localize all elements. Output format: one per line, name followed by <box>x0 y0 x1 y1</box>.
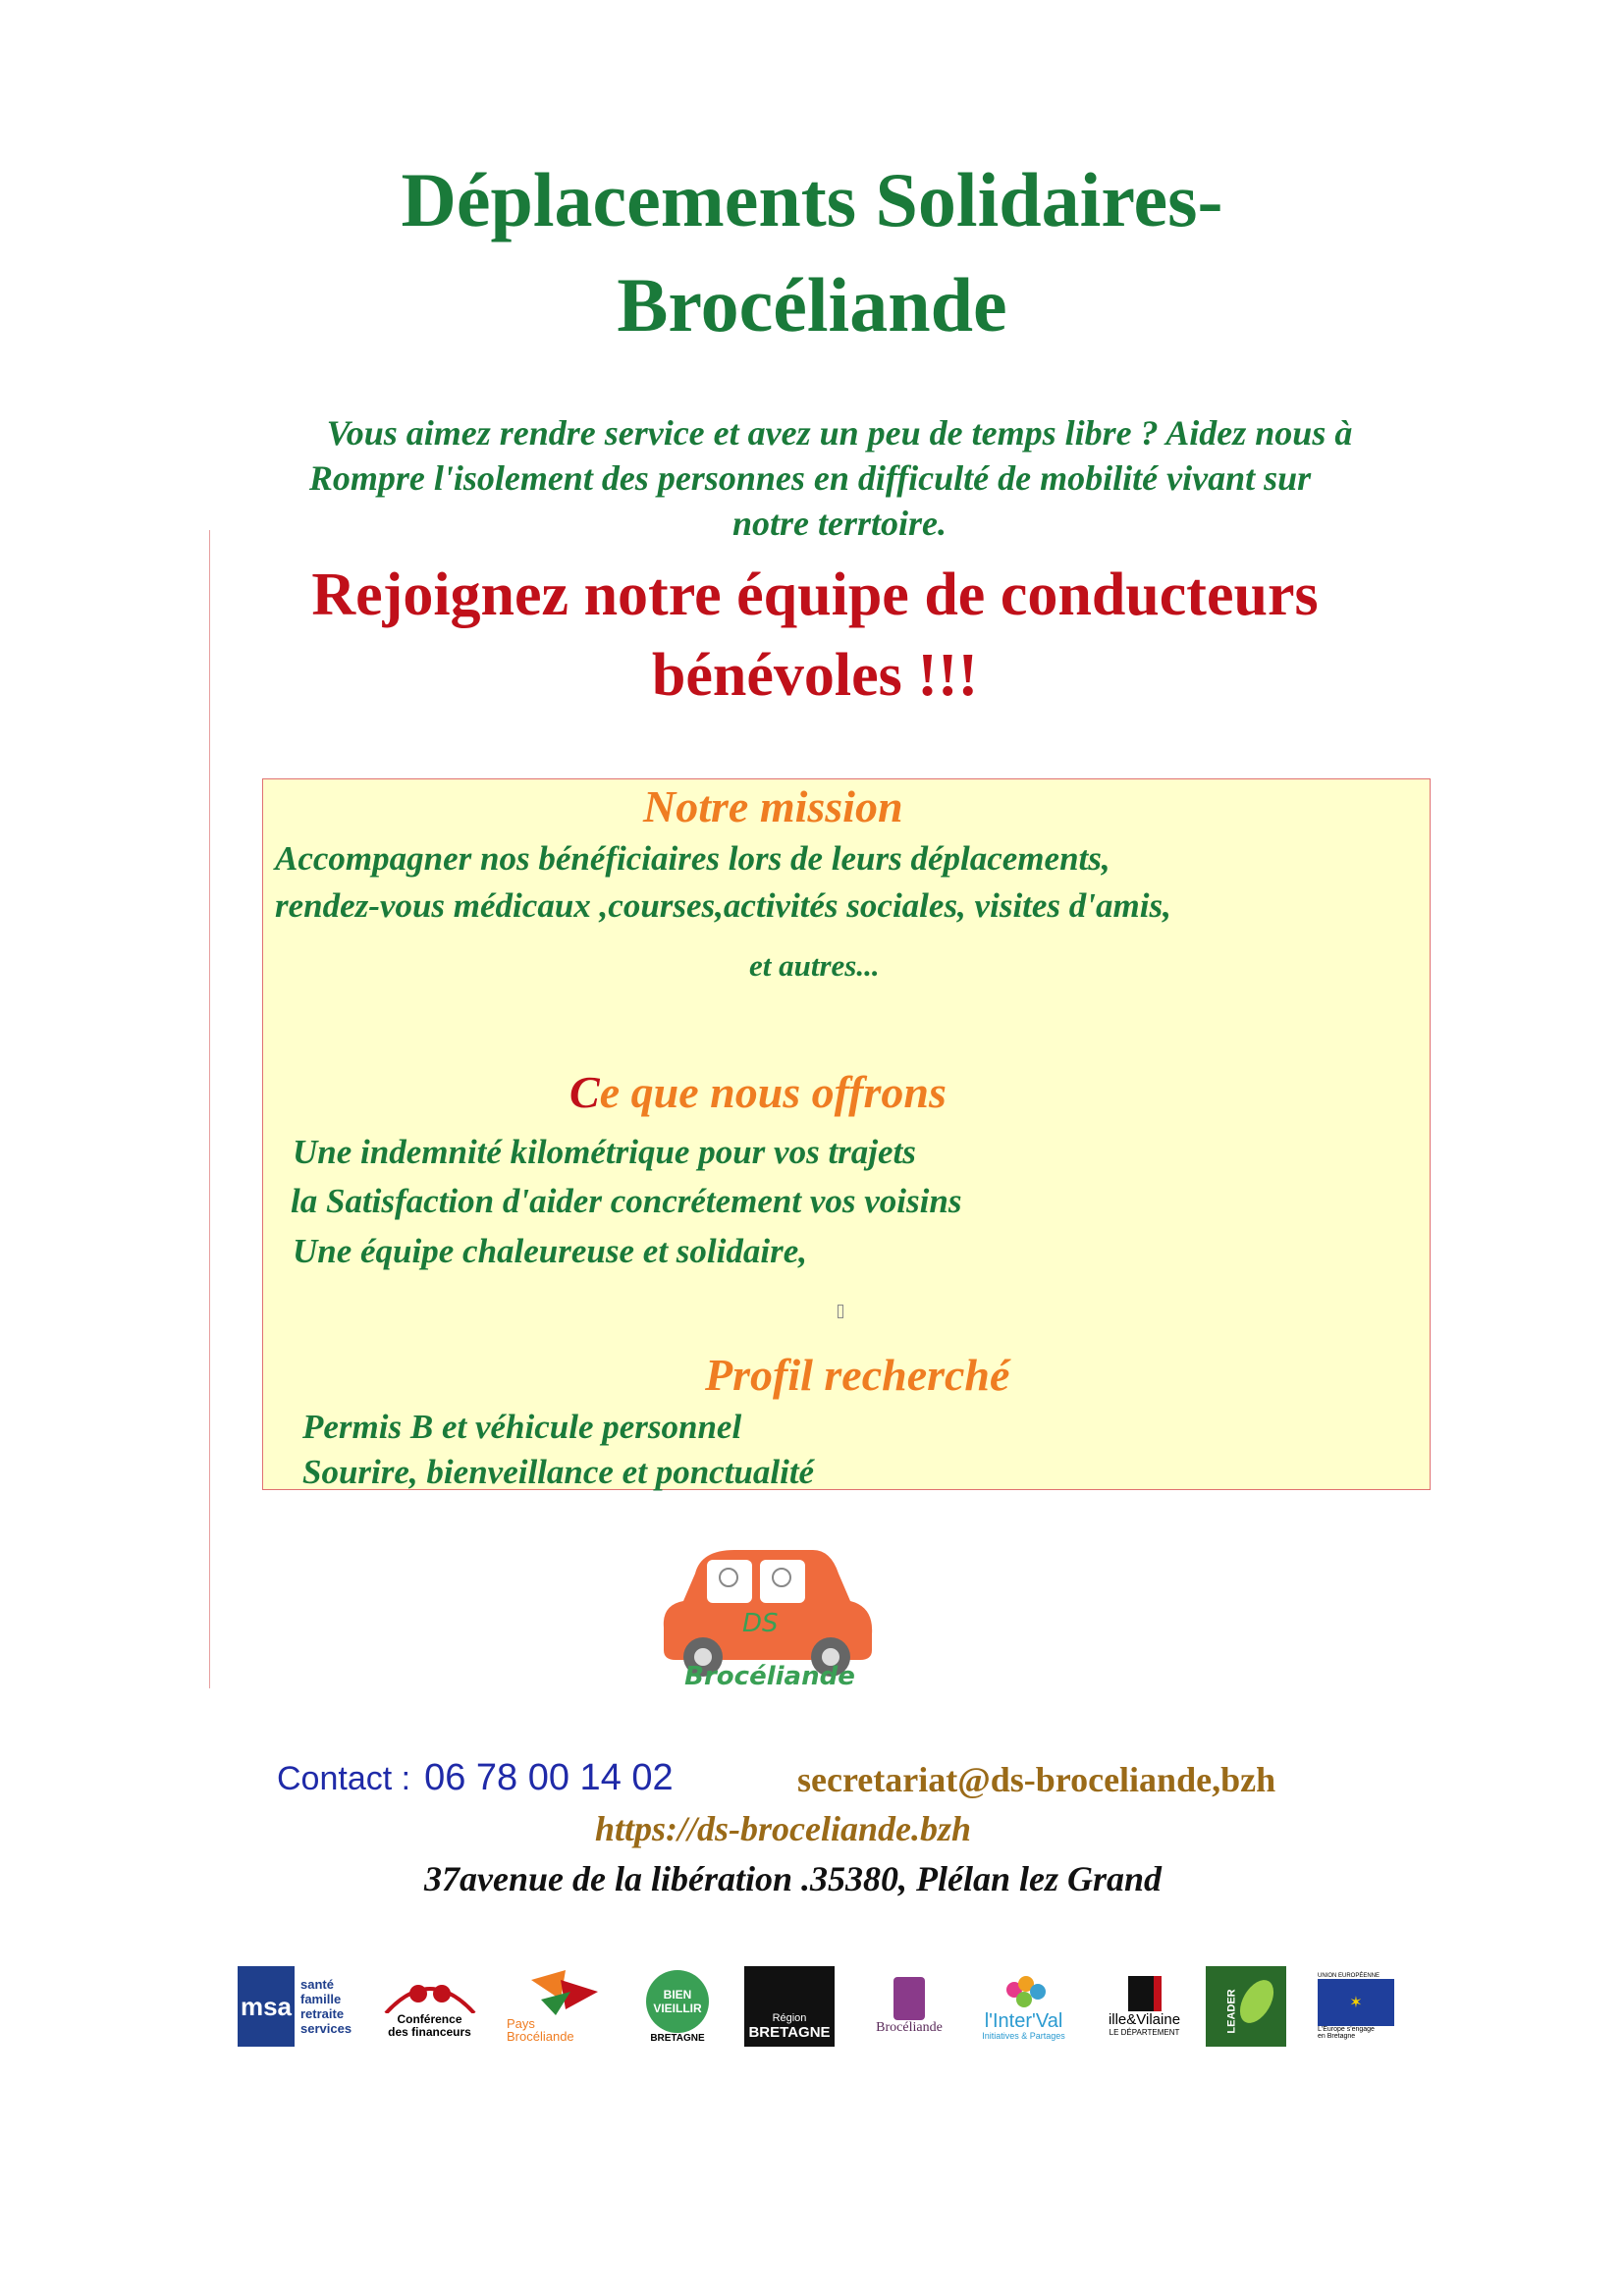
offer-title-initial: C <box>569 1067 600 1117</box>
msa-line: retraite <box>300 2006 345 2021</box>
leader-logo <box>1206 1966 1286 2047</box>
region-line1: Région <box>772 2012 807 2024</box>
page-title-line1: Déplacements Solidaires- <box>401 157 1223 242</box>
interval-logo <box>967 1966 1080 2047</box>
contact-email[interactable]: secretariat@ds-broceliande,bzh <box>797 1760 1276 1799</box>
offer-title <box>569 1067 947 1117</box>
logo-car-text: DS <box>742 1609 779 1638</box>
region-line2: BRETAGNE <box>748 2024 831 2041</box>
placeholder-glyph <box>838 1305 843 1318</box>
leader-line1: LEADER <box>1225 1989 1238 2034</box>
info-box <box>262 778 1431 1490</box>
flower-icon <box>995 1972 1054 2011</box>
website-link[interactable]: https://ds-broceliande.bzh <box>595 1809 972 1848</box>
eu-line3: en Bretagne <box>1318 2033 1356 2040</box>
logo-caption: Brocéliande <box>684 1662 855 1691</box>
bien-vieillir-line1: BIEN <box>663 1987 692 2002</box>
intro-line2: Rompre l'isolement des personnes en difficulté de mobilité vivant sur <box>308 458 1312 498</box>
contact-line <box>277 1757 674 1799</box>
eu-flag-icon: ✶ <box>1318 1979 1394 2026</box>
pays-line1: Pays <box>507 2016 535 2031</box>
intro-line1: Vous aimez rendre service et avez un peu de temps libre ? Aidez nous à <box>326 413 1353 453</box>
mission-line1: Accompagner nos bénéficiaires lors de leurs déplacements, <box>275 839 1110 878</box>
offer-item: Une équipe chaleureuse et solidaire, <box>293 1232 807 1270</box>
offer-item: Une indemnité kilométrique pour vos trajets <box>293 1133 916 1171</box>
address: 37avenue de la libération .35380, Plélan lez Grand <box>424 1859 1162 1898</box>
region-bretagne-logo <box>744 1966 835 2047</box>
ille-vilaine-line1: ille&Vilaine <box>1108 2011 1181 2028</box>
mission-line3: et autres... <box>749 948 880 983</box>
msa-line: services <box>300 2021 352 2036</box>
mission-line2: rendez-vous médicaux ,courses,activités sociales, visites d'amis, <box>275 886 1171 925</box>
bien-vieillir-logo <box>640 1966 715 2047</box>
profile-title: Profil recherché <box>705 1350 1010 1400</box>
ille-vilaine-logo <box>1098 1966 1191 2047</box>
msa-logo-letters: msa <box>238 1966 295 2047</box>
eu-logo <box>1318 1966 1400 2047</box>
conference-line2: des financeurs <box>388 2025 471 2039</box>
conference-line1: Conférence <box>397 2012 462 2026</box>
mission-title: Notre mission <box>643 781 903 831</box>
conference-financeurs-logo <box>368 1966 491 2047</box>
broceliande-com-line1: Brocéliande <box>876 2020 943 2035</box>
contact-phone[interactable]: 06 78 00 14 02 <box>424 1757 674 1798</box>
msa-line: famille <box>300 1992 342 2006</box>
interval-line1: l'Inter'Val <box>984 2010 1063 2032</box>
ille-vilaine-line2: LE DÉPARTEMENT <box>1109 2028 1180 2037</box>
profile-item: Permis B et véhicule personnel <box>302 1408 742 1446</box>
call-to-action-line2: bénévoles !!! <box>651 642 979 709</box>
msa-line: santé <box>300 1977 334 1992</box>
margin-line <box>209 530 210 1688</box>
bien-vieillir-line2: VIEILLIR <box>653 2001 702 2015</box>
contact-label: Contact : <box>277 1760 411 1797</box>
interval-line2: Initiatives & Partages <box>982 2031 1065 2041</box>
pays-line2: Brocéliande <box>507 2029 574 2044</box>
ds-broceliande-logo <box>656 1544 882 1701</box>
broceliande-emblem-icon <box>893 1977 925 2020</box>
offer-title-rest: e que nous offrons <box>599 1067 947 1117</box>
call-to-action-line1: Rejoignez notre équipe de conducteurs <box>311 561 1319 628</box>
eu-line2: L'Europe s'engage <box>1318 2026 1375 2033</box>
broceliande-communaute-logo <box>864 1966 954 2047</box>
people-icon <box>381 1974 479 2013</box>
leaf-icon <box>1206 1966 1286 2047</box>
profile-item: Sourire, bienveillance et ponctualité <box>302 1453 815 1491</box>
offer-item: la Satisfaction d'aider concrétement vos voisins <box>291 1182 962 1220</box>
ille-vilaine-emblem-icon <box>1128 1976 1162 2011</box>
msa-logo <box>238 1966 363 2047</box>
leaf-shapes-icon <box>512 1970 600 2017</box>
intro-line3: notre terrtoire. <box>731 504 947 543</box>
eu-line1: UNION EUROPÉENNE <box>1318 1973 1380 1979</box>
pays-broceliande-logo <box>507 1966 605 2047</box>
page-title-line2: Brocéliande <box>617 262 1007 347</box>
bien-vieillir-line3: BRETAGNE <box>650 2032 705 2044</box>
